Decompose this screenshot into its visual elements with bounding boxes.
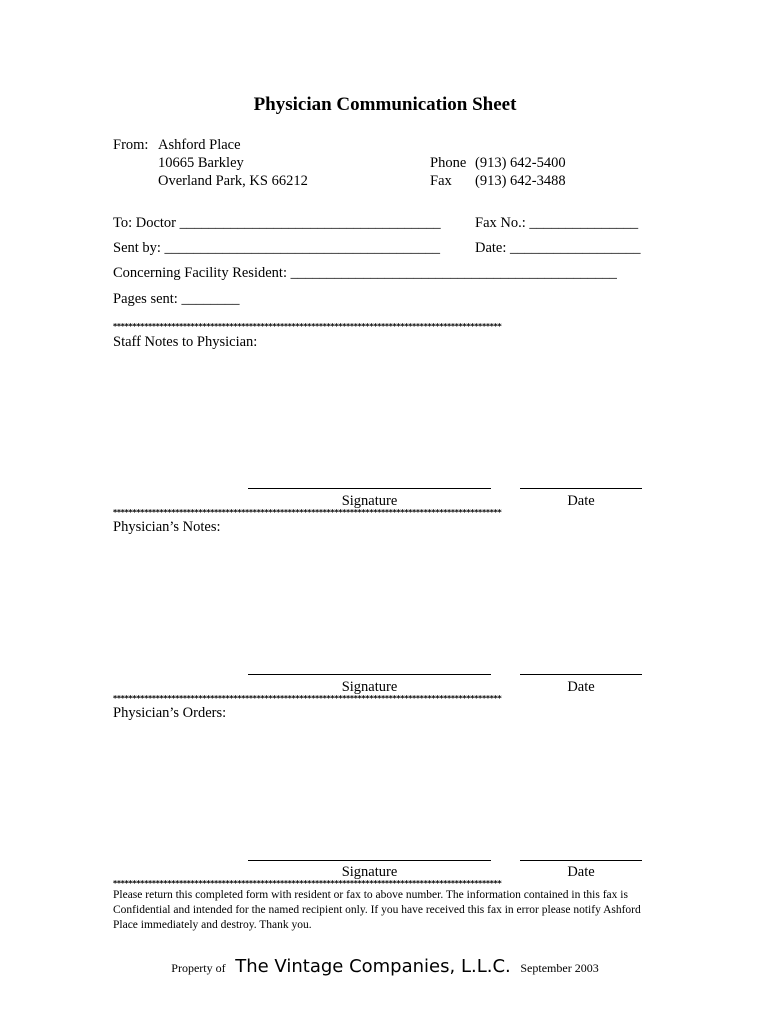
staff-signature-label: Signature (341, 493, 398, 509)
notes-signature-label: Signature (341, 679, 398, 695)
property-line (0, 956, 770, 977)
orders-signature-label: Signature (341, 864, 398, 880)
notes-date-label: Date (567, 679, 595, 695)
orders-date-label: Date (567, 864, 595, 880)
staff-date-label: Date (567, 493, 595, 509)
from-label: From: (113, 137, 149, 153)
physician-orders-heading: Physician’s Orders: (113, 705, 227, 721)
date-field: Date: __________________ (475, 240, 641, 256)
separator-1: **************************************************************************************************** (113, 322, 502, 331)
from-name: Ashford Place (158, 137, 241, 153)
staff-date-line (520, 488, 642, 489)
company-name: The Vintage Companies, L.L.C. (235, 956, 511, 977)
separator-4: **************************************************************************************************** (113, 879, 502, 888)
fax-no-field: Fax No.: _______________ (475, 215, 639, 231)
page-title: Physician Communication Sheet (253, 94, 517, 115)
phone-number: (913) 642-5400 (475, 155, 566, 171)
orders-date-line (520, 860, 642, 861)
fax-label: Fax (430, 173, 452, 189)
separator-2: **************************************************************************************************** (113, 508, 502, 517)
confidentiality-note: Please return this completed form with resident or fax to above number. The information contained in this fax is Confidential and intended for the named recipient only. If you have received this fax in error please notify Ashford Place immediately and destroy. Thank you. (113, 889, 641, 931)
fax-number: (913) 642-3488 (475, 173, 566, 189)
separator-3: **************************************************************************************************** (113, 694, 502, 703)
property-date: September 2003 (520, 961, 599, 975)
phone-label: Phone (430, 155, 467, 171)
property-prefix: Property of (171, 961, 226, 975)
notes-date-line (520, 674, 642, 675)
to-doctor-field: To: Doctor ____________________________________ (113, 215, 441, 231)
concerning-resident-field: Concerning Facility Resident: _____________________________________________ (113, 265, 617, 281)
pages-sent-field: Pages sent: ________ (113, 291, 240, 307)
sent-by-field: Sent by: ______________________________________ (113, 240, 441, 256)
from-street: 10665 Barkley (158, 155, 244, 171)
physician-notes-heading: Physician’s Notes: (113, 519, 221, 535)
notes-signature-line (248, 674, 491, 675)
orders-signature-line (248, 860, 491, 861)
from-city: Overland Park, KS 66212 (158, 173, 308, 189)
staff-signature-line (248, 488, 491, 489)
staff-notes-heading: Staff Notes to Physician: (113, 334, 258, 350)
